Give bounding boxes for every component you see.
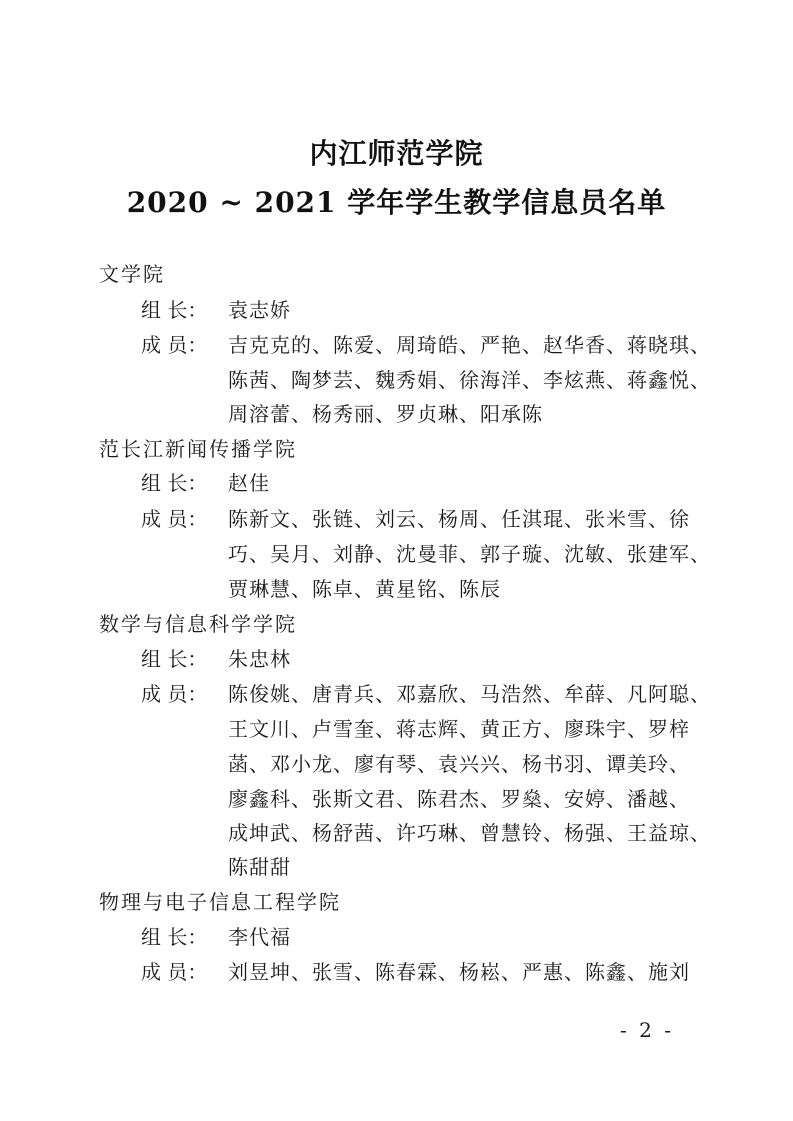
members-line: 刘昱坤、张雪、陈春霖、杨崧、严惠、陈鑫、施刘 — [228, 960, 690, 984]
leader-label: 组 长： — [141, 925, 208, 949]
members-line: 周溶蕾、杨秀丽、罗贞琳、阳承陈 — [228, 402, 543, 426]
leader-label: 组 长： — [141, 647, 208, 671]
leader-name: 袁志娇 — [228, 298, 291, 322]
page-number: - 2 - — [620, 1018, 674, 1042]
leader-name: 朱忠林 — [228, 647, 291, 671]
members-line: 廖鑫科、张斯文君、陈君杰、罗燊、安婷、潘越、 — [228, 787, 690, 811]
members-line: 王文川、卢雪奎、蒋志辉、黄正方、廖珠宇、罗梓 — [228, 717, 690, 741]
leader-label: 组 长： — [141, 298, 208, 322]
department-name: 物理与电子信息工程学院 — [99, 890, 341, 914]
members-line: 陈甜甜 — [228, 855, 291, 879]
members-line: 吉克克的、陈爱、周琦皓、严艳、赵华香、蒋晓琪、 — [228, 333, 711, 357]
department-name: 文学院 — [99, 262, 165, 286]
members-line: 菡、邓小龙、廖有琴、袁兴兴、杨书羽、谭美玲、 — [228, 752, 690, 776]
members-label: 成 员： — [141, 682, 208, 706]
leader-name: 李代福 — [228, 925, 291, 949]
members-line: 陈新文、张链、刘云、杨周、任淇琨、张米雪、徐 — [228, 507, 690, 531]
document-title: 内江师范学院 — [309, 137, 484, 170]
leader-name: 赵佳 — [228, 471, 270, 495]
members-line: 巧、吴月、刘静、沈曼菲、郭子璇、沈敏、张建军、 — [228, 542, 711, 566]
members-label: 成 员： — [141, 960, 208, 984]
members-line: 陈俊姚、唐青兵、邓嘉欣、马浩然、牟薛、凡阿聪、 — [228, 682, 711, 706]
department-name: 范长江新闻传播学院 — [99, 437, 297, 461]
leader-label: 组 长： — [141, 471, 208, 495]
members-line: 贾琳慧、陈卓、黄星铭、陈辰 — [228, 577, 501, 601]
members-label: 成 员： — [141, 333, 208, 357]
members-line: 陈茜、陶梦芸、魏秀娟、徐海洋、李炫燕、蒋鑫悦、 — [228, 368, 711, 392]
members-line: 成坤武、杨舒茜、许巧琳、曾慧铃、杨强、王益琼、 — [228, 821, 711, 845]
document-subtitle: 2020 ~ 2021 学年学生教学信息员名单 — [126, 186, 667, 219]
members-label: 成 员： — [141, 507, 208, 531]
department-name: 数学与信息科学学院 — [99, 612, 297, 636]
